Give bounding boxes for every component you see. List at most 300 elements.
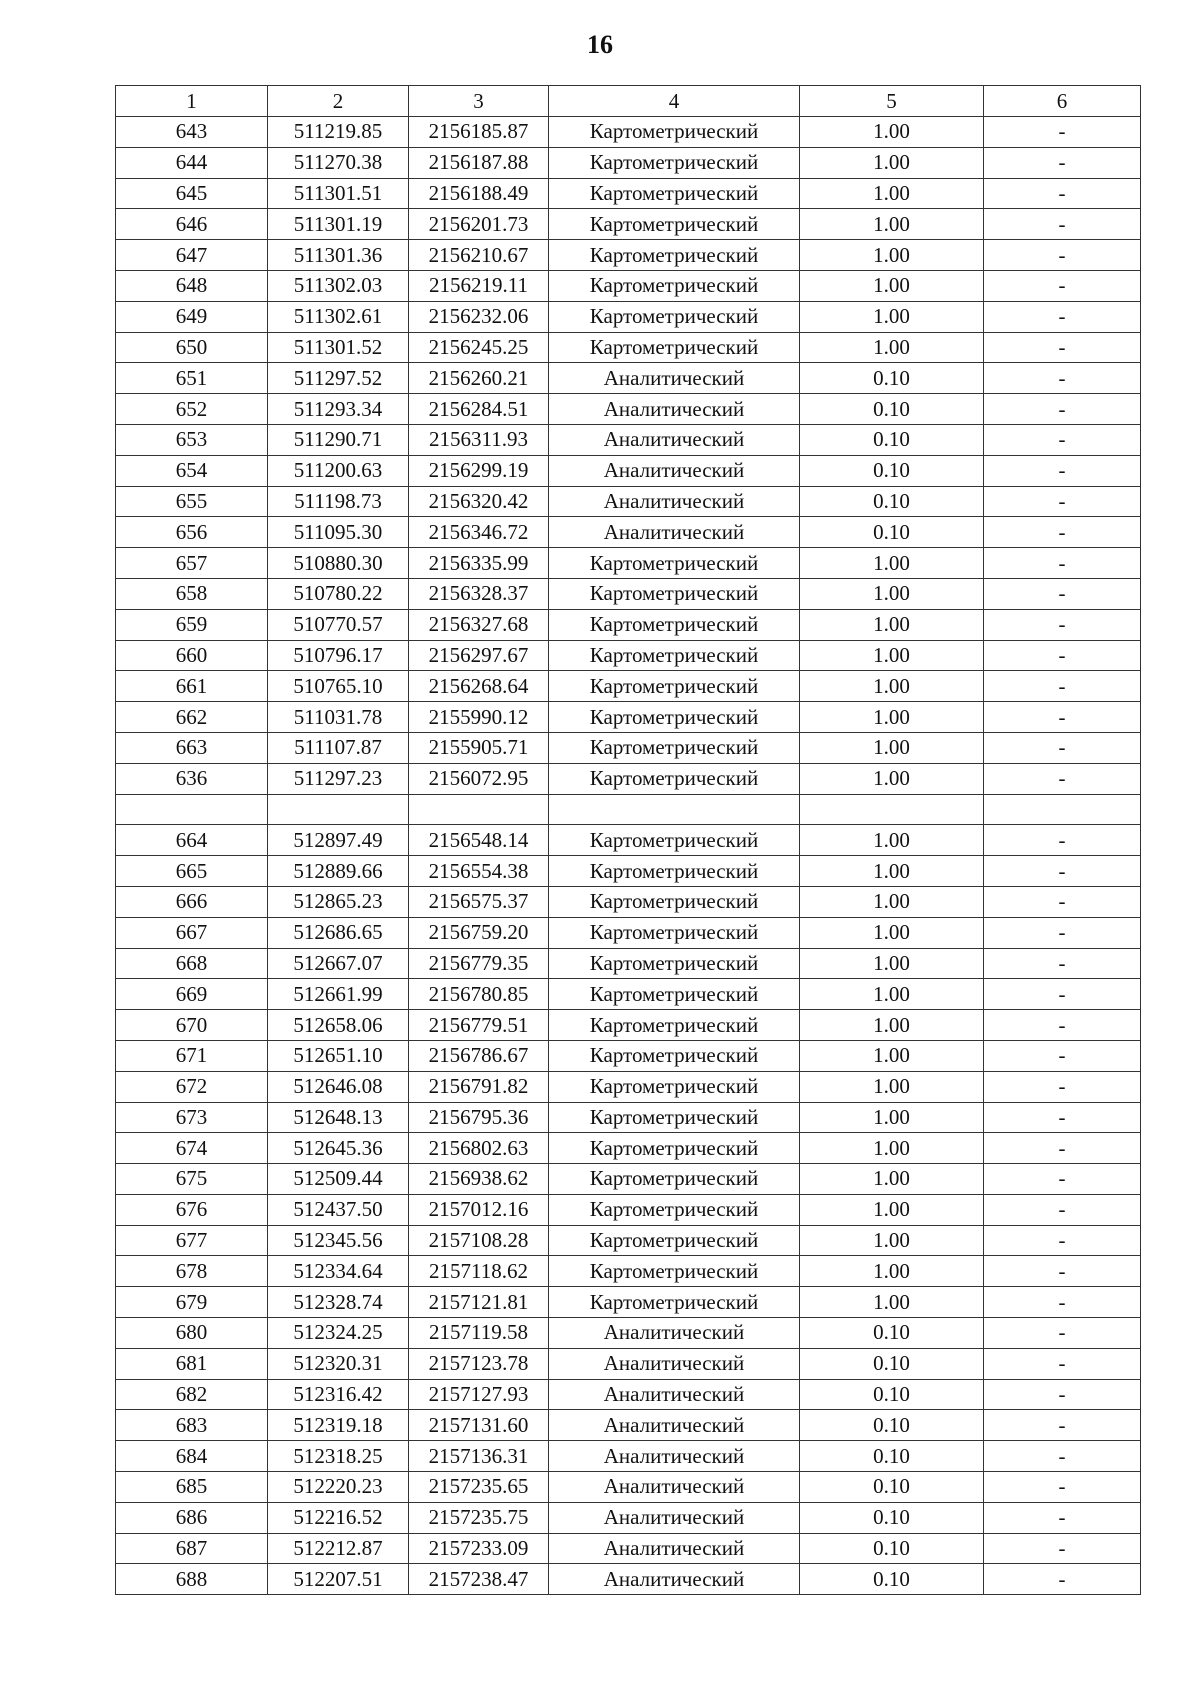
note-cell: - bbox=[984, 671, 1141, 702]
note-cell: - bbox=[984, 1194, 1141, 1225]
note-cell: - bbox=[984, 578, 1141, 609]
method-cell: Картометрический bbox=[549, 609, 800, 640]
x-coordinate-cell: 512865.23 bbox=[268, 886, 409, 917]
method-cell bbox=[549, 794, 800, 825]
point-number-cell: 682 bbox=[116, 1379, 268, 1410]
precision-cell: 1.00 bbox=[800, 548, 984, 579]
precision-cell: 1.00 bbox=[800, 886, 984, 917]
y-coordinate-cell: 2156284.51 bbox=[409, 394, 549, 425]
x-coordinate-cell: 512207.51 bbox=[268, 1564, 409, 1595]
precision-cell: 1.00 bbox=[800, 578, 984, 609]
table-row bbox=[116, 209, 1141, 240]
x-coordinate-cell: 510780.22 bbox=[268, 578, 409, 609]
x-coordinate-cell: 512648.13 bbox=[268, 1102, 409, 1133]
y-coordinate-cell: 2157131.60 bbox=[409, 1410, 549, 1441]
method-cell: Аналитический bbox=[549, 363, 800, 394]
y-coordinate-cell: 2156335.99 bbox=[409, 548, 549, 579]
table-row bbox=[116, 394, 1141, 425]
point-number-cell: 669 bbox=[116, 979, 268, 1010]
x-coordinate-cell: 512661.99 bbox=[268, 979, 409, 1010]
precision-cell: 1.00 bbox=[800, 178, 984, 209]
point-number-cell: 671 bbox=[116, 1040, 268, 1071]
method-cell: Аналитический bbox=[549, 1502, 800, 1533]
note-cell: - bbox=[984, 886, 1141, 917]
table-row bbox=[116, 1102, 1141, 1133]
note-cell: - bbox=[984, 609, 1141, 640]
x-coordinate-cell: 511301.36 bbox=[268, 240, 409, 271]
point-number-cell: 679 bbox=[116, 1287, 268, 1318]
y-coordinate-cell: 2156346.72 bbox=[409, 517, 549, 548]
table-row bbox=[116, 794, 1141, 825]
method-cell: Аналитический bbox=[549, 1379, 800, 1410]
column-header: 6 bbox=[984, 86, 1141, 117]
method-cell: Картометрический bbox=[549, 1287, 800, 1318]
table-row bbox=[116, 1010, 1141, 1041]
y-coordinate-cell: 2157012.16 bbox=[409, 1194, 549, 1225]
table-row bbox=[116, 886, 1141, 917]
note-cell: - bbox=[984, 301, 1141, 332]
method-cell: Картометрический bbox=[549, 732, 800, 763]
table-row bbox=[116, 917, 1141, 948]
y-coordinate-cell: 2157121.81 bbox=[409, 1287, 549, 1318]
method-cell: Картометрический bbox=[549, 917, 800, 948]
point-number-cell: 657 bbox=[116, 548, 268, 579]
y-coordinate-cell: 2157123.78 bbox=[409, 1348, 549, 1379]
method-cell: Аналитический bbox=[549, 1564, 800, 1595]
x-coordinate-cell: 511095.30 bbox=[268, 517, 409, 548]
y-coordinate-cell: 2156188.49 bbox=[409, 178, 549, 209]
method-cell: Картометрический bbox=[549, 240, 800, 271]
method-cell: Аналитический bbox=[549, 1533, 800, 1564]
y-coordinate-cell: 2155990.12 bbox=[409, 702, 549, 733]
method-cell: Картометрический bbox=[549, 301, 800, 332]
note-cell: - bbox=[984, 1102, 1141, 1133]
method-cell: Картометрический bbox=[549, 270, 800, 301]
point-number-cell: 680 bbox=[116, 1318, 268, 1349]
table-row bbox=[116, 1348, 1141, 1379]
note-cell: - bbox=[984, 1502, 1141, 1533]
precision-cell: 1.00 bbox=[800, 1164, 984, 1195]
point-number-cell: 686 bbox=[116, 1502, 268, 1533]
y-coordinate-cell: 2156802.63 bbox=[409, 1133, 549, 1164]
x-coordinate-cell: 512345.56 bbox=[268, 1225, 409, 1256]
method-cell: Картометрический bbox=[549, 979, 800, 1010]
method-cell: Аналитический bbox=[549, 1348, 800, 1379]
table-row bbox=[116, 948, 1141, 979]
note-cell: - bbox=[984, 1287, 1141, 1318]
point-number-cell: 652 bbox=[116, 394, 268, 425]
method-cell: Картометрический bbox=[549, 1040, 800, 1071]
point-number-cell: 666 bbox=[116, 886, 268, 917]
method-cell: Картометрический bbox=[549, 640, 800, 671]
table-row bbox=[116, 240, 1141, 271]
precision-cell: 0.10 bbox=[800, 1564, 984, 1595]
x-coordinate-cell: 511198.73 bbox=[268, 486, 409, 517]
method-cell: Картометрический bbox=[549, 702, 800, 733]
method-cell: Картометрический bbox=[549, 1225, 800, 1256]
table-row bbox=[116, 517, 1141, 548]
y-coordinate-cell: 2156268.64 bbox=[409, 671, 549, 702]
note-cell: - bbox=[984, 147, 1141, 178]
note-cell: - bbox=[984, 948, 1141, 979]
point-number-cell: 670 bbox=[116, 1010, 268, 1041]
point-number-cell: 675 bbox=[116, 1164, 268, 1195]
x-coordinate-cell: 510880.30 bbox=[268, 548, 409, 579]
point-number-cell: 667 bbox=[116, 917, 268, 948]
x-coordinate-cell: 510770.57 bbox=[268, 609, 409, 640]
precision-cell: 1.00 bbox=[800, 671, 984, 702]
point-number-cell: 662 bbox=[116, 702, 268, 733]
x-coordinate-cell: 511290.71 bbox=[268, 424, 409, 455]
y-coordinate-cell: 2156210.67 bbox=[409, 240, 549, 271]
page-number: 16 bbox=[587, 30, 613, 59]
precision-cell: 0.10 bbox=[800, 455, 984, 486]
note-cell: - bbox=[984, 856, 1141, 887]
y-coordinate-cell: 2156938.62 bbox=[409, 1164, 549, 1195]
table-row bbox=[116, 301, 1141, 332]
note-cell: - bbox=[984, 1379, 1141, 1410]
note-cell: - bbox=[984, 1348, 1141, 1379]
table-header-row bbox=[116, 86, 1141, 117]
x-coordinate-cell: 512646.08 bbox=[268, 1071, 409, 1102]
note-cell: - bbox=[984, 979, 1141, 1010]
table-row bbox=[116, 732, 1141, 763]
precision-cell: 1.00 bbox=[800, 917, 984, 948]
x-coordinate-cell: 511107.87 bbox=[268, 732, 409, 763]
table-row bbox=[116, 424, 1141, 455]
precision-cell: 1.00 bbox=[800, 763, 984, 794]
precision-cell: 0.10 bbox=[800, 363, 984, 394]
x-coordinate-cell: 510765.10 bbox=[268, 671, 409, 702]
table-row bbox=[116, 578, 1141, 609]
table-row bbox=[116, 147, 1141, 178]
precision-cell: 1.00 bbox=[800, 1225, 984, 1256]
precision-cell: 1.00 bbox=[800, 209, 984, 240]
precision-cell: 1.00 bbox=[800, 117, 984, 148]
note-cell: - bbox=[984, 763, 1141, 794]
note-cell: - bbox=[984, 394, 1141, 425]
x-coordinate-cell: 511293.34 bbox=[268, 394, 409, 425]
table-row bbox=[116, 1225, 1141, 1256]
precision-cell: 1.00 bbox=[800, 979, 984, 1010]
note-cell: - bbox=[984, 548, 1141, 579]
precision-cell: 1.00 bbox=[800, 702, 984, 733]
table-row bbox=[116, 1256, 1141, 1287]
table-row bbox=[116, 548, 1141, 579]
x-coordinate-cell: 511302.61 bbox=[268, 301, 409, 332]
table-row bbox=[116, 1287, 1141, 1318]
note-cell: - bbox=[984, 455, 1141, 486]
y-coordinate-cell: 2156327.68 bbox=[409, 609, 549, 640]
y-coordinate-cell: 2156185.87 bbox=[409, 117, 549, 148]
table-row bbox=[116, 1318, 1141, 1349]
note-cell: - bbox=[984, 178, 1141, 209]
note-cell: - bbox=[984, 1318, 1141, 1349]
table-row bbox=[116, 979, 1141, 1010]
point-number-cell: 660 bbox=[116, 640, 268, 671]
x-coordinate-cell: 512334.64 bbox=[268, 1256, 409, 1287]
column-header: 1 bbox=[116, 86, 268, 117]
y-coordinate-cell: 2157235.65 bbox=[409, 1472, 549, 1503]
table-row bbox=[116, 1040, 1141, 1071]
precision-cell: 0.10 bbox=[800, 517, 984, 548]
point-number-cell: 658 bbox=[116, 578, 268, 609]
point-number-cell: 649 bbox=[116, 301, 268, 332]
precision-cell: 0.10 bbox=[800, 394, 984, 425]
point-number-cell: 646 bbox=[116, 209, 268, 240]
table-row bbox=[116, 609, 1141, 640]
point-number-cell: 684 bbox=[116, 1441, 268, 1472]
method-cell: Аналитический bbox=[549, 517, 800, 548]
method-cell: Картометрический bbox=[549, 178, 800, 209]
precision-cell: 1.00 bbox=[800, 301, 984, 332]
point-number-cell: 678 bbox=[116, 1256, 268, 1287]
note-cell: - bbox=[984, 702, 1141, 733]
note-cell: - bbox=[984, 209, 1141, 240]
note-cell: - bbox=[984, 1256, 1141, 1287]
precision-cell: 1.00 bbox=[800, 1040, 984, 1071]
method-cell: Картометрический bbox=[549, 825, 800, 856]
y-coordinate-cell: 2157233.09 bbox=[409, 1533, 549, 1564]
table-row bbox=[116, 1441, 1141, 1472]
table-row bbox=[116, 178, 1141, 209]
x-coordinate-cell: 512216.52 bbox=[268, 1502, 409, 1533]
y-coordinate-cell: 2156779.35 bbox=[409, 948, 549, 979]
table-row bbox=[116, 486, 1141, 517]
note-cell: - bbox=[984, 424, 1141, 455]
method-cell: Картометрический bbox=[549, 578, 800, 609]
y-coordinate-cell: 2156297.67 bbox=[409, 640, 549, 671]
x-coordinate-cell: 512509.44 bbox=[268, 1164, 409, 1195]
y-coordinate-cell: 2156795.36 bbox=[409, 1102, 549, 1133]
table-row bbox=[116, 332, 1141, 363]
method-cell: Аналитический bbox=[549, 486, 800, 517]
y-coordinate-cell: 2156780.85 bbox=[409, 979, 549, 1010]
point-number-cell: 687 bbox=[116, 1533, 268, 1564]
method-cell: Аналитический bbox=[549, 1472, 800, 1503]
method-cell: Картометрический bbox=[549, 548, 800, 579]
y-coordinate-cell: 2156779.51 bbox=[409, 1010, 549, 1041]
table-row bbox=[116, 117, 1141, 148]
precision-cell: 0.10 bbox=[800, 1441, 984, 1472]
point-number-cell: 654 bbox=[116, 455, 268, 486]
method-cell: Аналитический bbox=[549, 1410, 800, 1441]
precision-cell: 0.10 bbox=[800, 1348, 984, 1379]
x-coordinate-cell: 512324.25 bbox=[268, 1318, 409, 1349]
y-coordinate-cell: 2156219.11 bbox=[409, 270, 549, 301]
point-number-cell: 656 bbox=[116, 517, 268, 548]
note-cell: - bbox=[984, 1071, 1141, 1102]
table-row bbox=[116, 363, 1141, 394]
note-cell: - bbox=[984, 486, 1141, 517]
coordinates-table bbox=[115, 85, 1141, 1595]
precision-cell: 1.00 bbox=[800, 1133, 984, 1164]
x-coordinate-cell bbox=[268, 794, 409, 825]
precision-cell: 0.10 bbox=[800, 1379, 984, 1410]
column-header: 3 bbox=[409, 86, 549, 117]
precision-cell: 1.00 bbox=[800, 1287, 984, 1318]
x-coordinate-cell: 510796.17 bbox=[268, 640, 409, 671]
y-coordinate-cell: 2157136.31 bbox=[409, 1441, 549, 1472]
x-coordinate-cell: 512316.42 bbox=[268, 1379, 409, 1410]
note-cell: - bbox=[984, 117, 1141, 148]
x-coordinate-cell: 512686.65 bbox=[268, 917, 409, 948]
y-coordinate-cell: 2157108.28 bbox=[409, 1225, 549, 1256]
method-cell: Аналитический bbox=[549, 1441, 800, 1472]
point-number-cell: 674 bbox=[116, 1133, 268, 1164]
y-coordinate-cell: 2156299.19 bbox=[409, 455, 549, 486]
method-cell: Картометрический bbox=[549, 117, 800, 148]
point-number-cell: 655 bbox=[116, 486, 268, 517]
y-coordinate-cell: 2156791.82 bbox=[409, 1071, 549, 1102]
column-header: 5 bbox=[800, 86, 984, 117]
x-coordinate-cell: 511301.51 bbox=[268, 178, 409, 209]
precision-cell: 1.00 bbox=[800, 732, 984, 763]
method-cell: Картометрический bbox=[549, 1164, 800, 1195]
y-coordinate-cell: 2156260.21 bbox=[409, 363, 549, 394]
note-cell: - bbox=[984, 1472, 1141, 1503]
point-number-cell: 664 bbox=[116, 825, 268, 856]
note-cell: - bbox=[984, 1225, 1141, 1256]
y-coordinate-cell: 2157118.62 bbox=[409, 1256, 549, 1287]
y-coordinate-cell: 2156759.20 bbox=[409, 917, 549, 948]
table-row bbox=[116, 1133, 1141, 1164]
y-coordinate-cell: 2157238.47 bbox=[409, 1564, 549, 1595]
x-coordinate-cell: 511297.23 bbox=[268, 763, 409, 794]
precision-cell: 1.00 bbox=[800, 1010, 984, 1041]
y-coordinate-cell: 2157235.75 bbox=[409, 1502, 549, 1533]
y-coordinate-cell: 2156187.88 bbox=[409, 147, 549, 178]
y-coordinate-cell: 2157119.58 bbox=[409, 1318, 549, 1349]
point-number-cell: 644 bbox=[116, 147, 268, 178]
point-number-cell: 672 bbox=[116, 1071, 268, 1102]
y-coordinate-cell: 2156575.37 bbox=[409, 886, 549, 917]
y-coordinate-cell: 2156554.38 bbox=[409, 856, 549, 887]
precision-cell: 1.00 bbox=[800, 609, 984, 640]
note-cell: - bbox=[984, 917, 1141, 948]
table-body bbox=[116, 117, 1141, 1595]
point-number-cell: 645 bbox=[116, 178, 268, 209]
point-number-cell: 681 bbox=[116, 1348, 268, 1379]
method-cell: Картометрический bbox=[549, 147, 800, 178]
x-coordinate-cell: 512437.50 bbox=[268, 1194, 409, 1225]
point-number-cell: 659 bbox=[116, 609, 268, 640]
precision-cell: 1.00 bbox=[800, 240, 984, 271]
method-cell: Картометрический bbox=[549, 856, 800, 887]
x-coordinate-cell: 512318.25 bbox=[268, 1441, 409, 1472]
x-coordinate-cell: 512320.31 bbox=[268, 1348, 409, 1379]
method-cell: Картометрический bbox=[549, 332, 800, 363]
y-coordinate-cell: 2155905.71 bbox=[409, 732, 549, 763]
precision-cell: 1.00 bbox=[800, 1256, 984, 1287]
column-header: 2 bbox=[268, 86, 409, 117]
point-number-cell: 663 bbox=[116, 732, 268, 763]
y-coordinate-cell: 2156786.67 bbox=[409, 1040, 549, 1071]
point-number-cell: 653 bbox=[116, 424, 268, 455]
precision-cell: 1.00 bbox=[800, 270, 984, 301]
method-cell: Аналитический bbox=[549, 1318, 800, 1349]
table-row bbox=[116, 825, 1141, 856]
precision-cell: 0.10 bbox=[800, 1533, 984, 1564]
point-number-cell: 668 bbox=[116, 948, 268, 979]
x-coordinate-cell: 511301.19 bbox=[268, 209, 409, 240]
column-header: 4 bbox=[549, 86, 800, 117]
x-coordinate-cell: 512220.23 bbox=[268, 1472, 409, 1503]
x-coordinate-cell: 511297.52 bbox=[268, 363, 409, 394]
point-number-cell bbox=[116, 794, 268, 825]
point-number-cell: 677 bbox=[116, 1225, 268, 1256]
y-coordinate-cell: 2156232.06 bbox=[409, 301, 549, 332]
y-coordinate-cell: 2156072.95 bbox=[409, 763, 549, 794]
note-cell: - bbox=[984, 332, 1141, 363]
point-number-cell: 636 bbox=[116, 763, 268, 794]
x-coordinate-cell: 512319.18 bbox=[268, 1410, 409, 1441]
point-number-cell: 643 bbox=[116, 117, 268, 148]
x-coordinate-cell: 512658.06 bbox=[268, 1010, 409, 1041]
method-cell: Аналитический bbox=[549, 394, 800, 425]
table-row bbox=[116, 640, 1141, 671]
precision-cell: 1.00 bbox=[800, 1102, 984, 1133]
method-cell: Картометрический bbox=[549, 1102, 800, 1133]
point-number-cell: 676 bbox=[116, 1194, 268, 1225]
method-cell: Картометрический bbox=[549, 671, 800, 702]
y-coordinate-cell: 2156320.42 bbox=[409, 486, 549, 517]
method-cell: Картометрический bbox=[549, 1133, 800, 1164]
method-cell: Картометрический bbox=[549, 886, 800, 917]
precision-cell: 1.00 bbox=[800, 1071, 984, 1102]
table-row bbox=[116, 1564, 1141, 1595]
y-coordinate-cell: 2156328.37 bbox=[409, 578, 549, 609]
method-cell: Аналитический bbox=[549, 455, 800, 486]
method-cell: Аналитический bbox=[549, 424, 800, 455]
x-coordinate-cell: 511219.85 bbox=[268, 117, 409, 148]
note-cell: - bbox=[984, 1133, 1141, 1164]
table-row bbox=[116, 1410, 1141, 1441]
note-cell: - bbox=[984, 1040, 1141, 1071]
x-coordinate-cell: 512328.74 bbox=[268, 1287, 409, 1318]
note-cell: - bbox=[984, 1441, 1141, 1472]
note-cell bbox=[984, 794, 1141, 825]
method-cell: Картометрический bbox=[549, 209, 800, 240]
precision-cell: 0.10 bbox=[800, 1502, 984, 1533]
precision-cell: 0.10 bbox=[800, 424, 984, 455]
y-coordinate-cell: 2157127.93 bbox=[409, 1379, 549, 1410]
x-coordinate-cell: 512645.36 bbox=[268, 1133, 409, 1164]
note-cell: - bbox=[984, 1010, 1141, 1041]
x-coordinate-cell: 511270.38 bbox=[268, 147, 409, 178]
table-row bbox=[116, 763, 1141, 794]
point-number-cell: 688 bbox=[116, 1564, 268, 1595]
table-row bbox=[116, 671, 1141, 702]
method-cell: Картометрический bbox=[549, 948, 800, 979]
table-row bbox=[116, 1502, 1141, 1533]
note-cell: - bbox=[984, 1164, 1141, 1195]
note-cell: - bbox=[984, 240, 1141, 271]
note-cell: - bbox=[984, 1410, 1141, 1441]
precision-cell: 1.00 bbox=[800, 640, 984, 671]
table-row bbox=[116, 270, 1141, 301]
point-number-cell: 651 bbox=[116, 363, 268, 394]
precision-cell: 1.00 bbox=[800, 825, 984, 856]
note-cell: - bbox=[984, 517, 1141, 548]
table-row bbox=[116, 1379, 1141, 1410]
method-cell: Картометрический bbox=[549, 1194, 800, 1225]
precision-cell: 1.00 bbox=[800, 948, 984, 979]
note-cell: - bbox=[984, 1564, 1141, 1595]
method-cell: Картометрический bbox=[549, 1256, 800, 1287]
table-row bbox=[116, 702, 1141, 733]
precision-cell: 1.00 bbox=[800, 856, 984, 887]
